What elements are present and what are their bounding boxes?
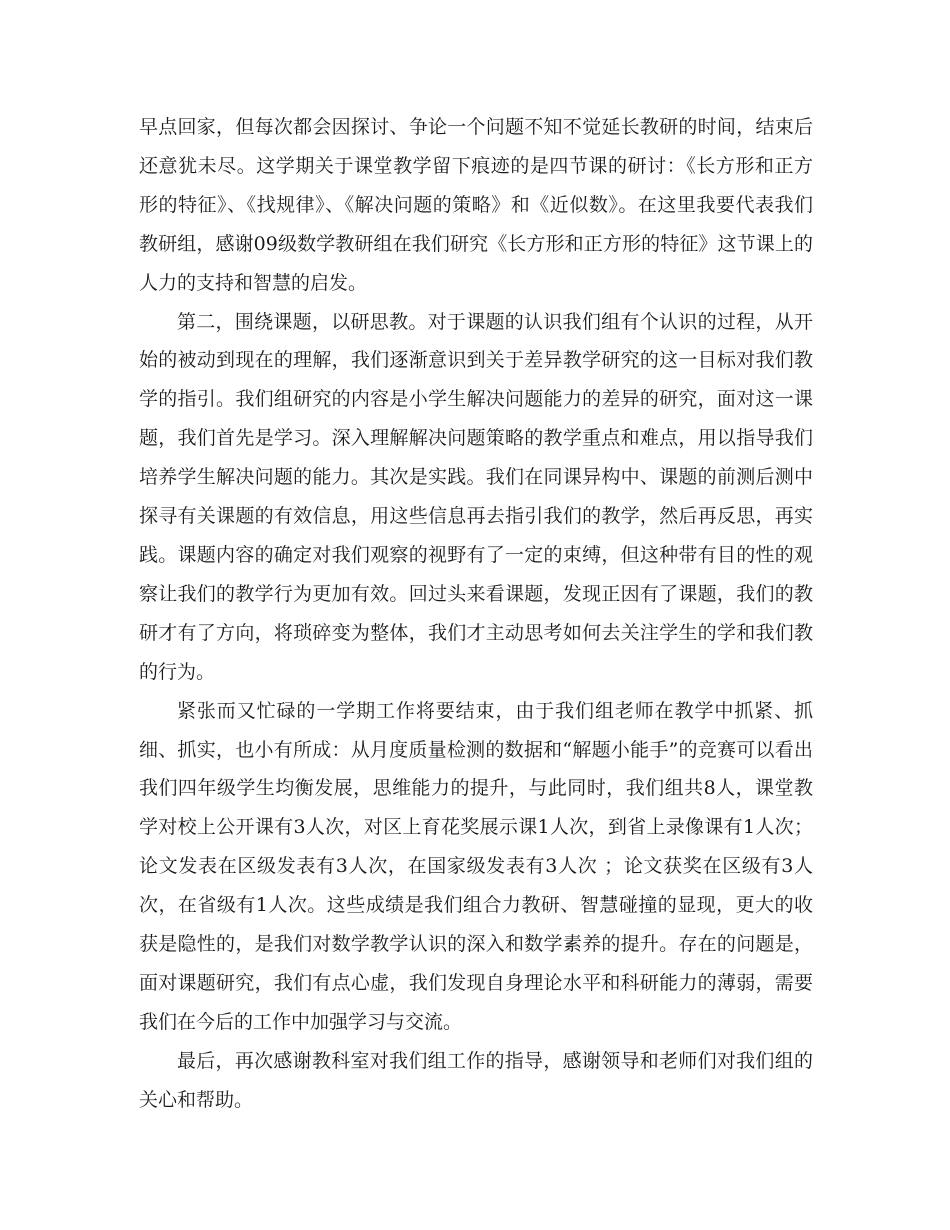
document-body (139, 108, 813, 1120)
paragraph-thanks: 最后，再次感谢教科室对我们组工作的指导，感谢领导和老师们对我们组的关心和帮助。 (139, 1049, 813, 1111)
paragraph-achievements: 紧张而又忙碌的一学期工作将要结束，由于我们组老师在教学中抓紧、抓细、抓实，也小有所成：从月度质量检测的数据和“解题小能手”的竞赛可以看出我们四年级学生均衡发展，思维能力的提升，与此同时，我们组共8人，课堂教学对校上公开课有3人次，对区上育花奖展示课1人次，到省上录像课有1人次；论文发表在区级发表有3人次，在国家级发表有3人次 ；论文获奖在区级有3人次，在省级有1人次。这些成绩是我们组合力教研、智慧碰撞的显现，更大的收获是隐性的，是我们对数学教学认识的深入和数学素养的提升。存在的问题是，面对课题研究，我们有点心虚，我们发现自身理论水平和科研能力的薄弱，需要我们在今后的工作中加强学习与交流。 (139, 699, 813, 1033)
paragraph-continuation: 早点回家，但每次都会因探讨、争论一个问题不知不觉延长教研的时间，结束后还意犹未尽。这学期关于课堂教学留下痕迹的是四节课的研讨：《长方形和正方形的特征》、《找规律》、《解决问题的策略》和《近似数》。在这里我要代表我们教研组，感谢09级数学教研组在我们研究《长方形和正方形的特征》这节课上的人力的支持和智慧的启发。 (139, 116, 813, 294)
paragraph-research-topic: 第二，围绕课题，以研思教。对于课题的认识我们组有个认识的过程，从开始的被动到现在的理解，我们逐渐意识到关于差异教学研究的这一目标对我们教学的指引。我们组研究的内容是小学生解决问题能力的差异的研究，面对这一课题，我们首先是学习。深入理解解决问题策略的教学重点和难点，用以指导我们培养学生解决问题的能力。其次是实践。我们在同课异构中、课题的前测后测中探寻有关课题的有效信息，用这些信息再去指引我们的教学，然后再反思，再实践。课题内容的确定对我们观察的视野有了一定的束缚，但这种带有目的性的观察让我们的教学行为更加有效。回过头来看课题，发现正因有了课题，我们的教研才有了方向，将琐碎变为整体，我们才主动思考如何去关注学生的学和我们教的行为。 (139, 310, 813, 683)
